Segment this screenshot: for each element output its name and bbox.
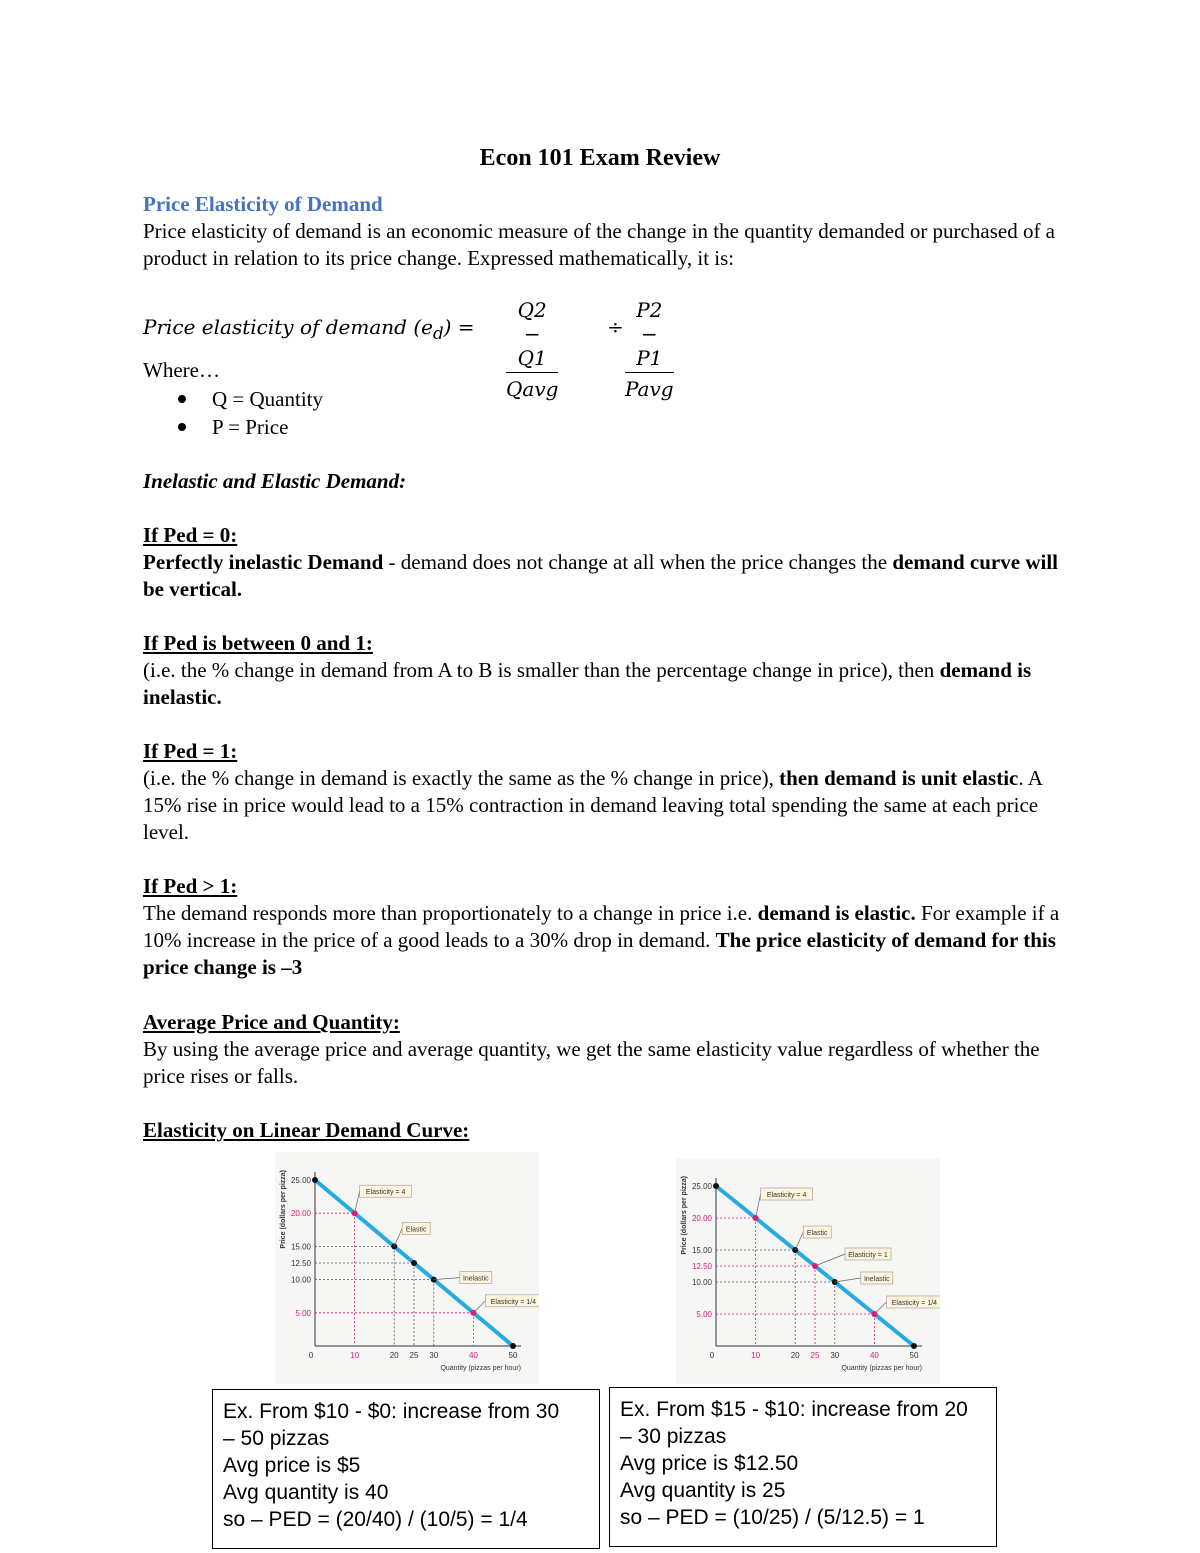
body-text: . A 15% rise in price would lead to a 15% contraction in demand leaving total spending the same at each price level. <box>143 766 1042 844</box>
y-tick-label: 15.00 <box>290 1242 311 1252</box>
data-point <box>510 1343 516 1349</box>
y-axis-label: Price (dollars per pizza) <box>681 1176 688 1255</box>
box-line: Avg price is $5 <box>223 1454 361 1477</box>
x-tick-label: 0 <box>709 1351 715 1360</box>
body-text: For example if a 10% increase in the price of a good leads to a 30% drop in demand. <box>143 901 1060 952</box>
box-line: so – PED = (20/40) / (10/5) = 1/4 <box>223 1508 528 1531</box>
annotation-leader <box>434 1278 460 1280</box>
y-tick-label: 15.00 <box>691 1246 712 1255</box>
chart-right-container <box>676 1158 940 1384</box>
section-heading: Average Price and Quantity: <box>143 1010 400 1034</box>
x-axis-label: Quantity (pizzas per hour) <box>440 1365 521 1372</box>
bullet-icon <box>178 395 186 403</box>
x-tick-label: 30 <box>830 1351 840 1360</box>
box-line: – 30 pizzas <box>620 1425 727 1448</box>
annotation-label: Inelastic <box>462 1275 489 1283</box>
example-box-right <box>609 1387 997 1547</box>
annotation-leader <box>756 1194 761 1218</box>
page-title: Econ 101 Exam Review <box>479 145 721 171</box>
annotation-leader <box>355 1191 360 1213</box>
body-text: (i.e. the % change in demand from A to B is smaller than the percentage change in price), then <box>143 658 940 682</box>
annotation-label: Elasticity = 1/4 <box>490 1298 537 1306</box>
linear-demand-heading <box>143 1117 1073 1144</box>
x-tick-label: 40 <box>869 1351 879 1360</box>
annotation-leader <box>835 1278 861 1282</box>
x-tick-label: 20 <box>389 1351 399 1360</box>
data-point <box>411 1260 417 1266</box>
formula-equals: ) = <box>443 315 475 339</box>
annotation-label: Inelastic <box>863 1276 890 1283</box>
x-tick-label: 25 <box>409 1351 419 1360</box>
y-tick-label: 20.00 <box>691 1214 712 1223</box>
demand-chart-right <box>676 1158 940 1384</box>
section-body <box>143 765 1073 846</box>
y-tick-label: 5.00 <box>696 1310 712 1319</box>
box-line: Ex. From $10 - $0: increase from 30 <box>223 1400 560 1423</box>
y-tick-label: 12.50 <box>691 1262 712 1271</box>
section-price-elasticity <box>143 191 1073 272</box>
bold-text: then demand is unit elastic <box>779 766 1019 790</box>
box-line: Ex. From $15 - $10: increase from 20 <box>620 1398 968 1421</box>
x-tick-label: 10 <box>751 1351 761 1360</box>
box-line: Avg price is $12.50 <box>620 1452 799 1475</box>
annotation-label: Elasticity = 1/4 <box>891 1300 938 1307</box>
inelastic-elastic-heading: Inelastic and Elastic Demand: <box>143 469 407 493</box>
data-point <box>753 1215 759 1221</box>
y-tick-label: 25.00 <box>691 1182 712 1191</box>
section-heading: Price Elasticity of Demand <box>143 192 383 216</box>
quantity-numerator: Q2 − Q1 <box>506 298 558 373</box>
list-item-text: Q = Quantity <box>212 387 323 411</box>
box-line: Avg quantity is 25 <box>620 1479 786 1502</box>
list-item <box>175 413 323 441</box>
data-point <box>391 1243 397 1249</box>
annotation-leader <box>394 1228 402 1246</box>
bold-text: demand is inelastic. <box>143 658 1032 709</box>
demand-chart-left <box>275 1152 539 1384</box>
bold-text: The price elasticity of demand for this price change is –3 <box>143 928 1056 979</box>
body-text: The demand responds more than proportionately to a change in price i.e. <box>143 901 758 925</box>
divide-sign: ÷ <box>607 315 624 339</box>
annotation-leader <box>795 1232 803 1250</box>
section-heading: Elasticity on Linear Demand Curve: <box>143 1118 470 1142</box>
price-numerator: P2 − P1 <box>625 298 674 373</box>
y-tick-label: 20.00 <box>290 1209 311 1219</box>
x-tick-label: 40 <box>468 1351 478 1360</box>
price-denominator: Pavg <box>625 377 674 401</box>
section-heading: If Ped = 1: <box>143 739 238 763</box>
annotation-label: Elastic <box>405 1226 427 1234</box>
x-tick-label: 50 <box>909 1351 919 1360</box>
bold-text: demand is elastic. <box>757 901 916 925</box>
quantity-fraction <box>506 298 558 401</box>
x-tick-label: 20 <box>790 1351 800 1360</box>
annotation-label: Elasticity = 1 <box>848 1252 888 1259</box>
chart-left-container <box>275 1152 539 1384</box>
section-heading: If Ped > 1: <box>143 874 238 898</box>
x-tick-label: 30 <box>429 1351 439 1360</box>
section-body <box>143 900 1073 981</box>
x-tick-label: 10 <box>350 1351 360 1360</box>
y-tick-label: 25.00 <box>290 1176 311 1185</box>
annotation-label: Elastic <box>806 1230 828 1237</box>
x-axis-label: Quantity (pizzas per hour) <box>841 1365 922 1372</box>
y-tick-label: 5.00 <box>295 1308 311 1318</box>
data-point <box>713 1183 719 1189</box>
body-text: (i.e. the % change in demand is exactly the same as the % change in price), <box>143 766 780 790</box>
section-heading: If Ped = 0: <box>143 523 238 547</box>
where-label: Where… <box>143 358 220 382</box>
section-heading: If Ped is between 0 and 1: <box>143 631 373 655</box>
box-line: – 50 pizzas <box>223 1427 330 1450</box>
y-tick-label: 10.00 <box>290 1275 311 1285</box>
annotation-label: Elasticity = 4 <box>365 1189 406 1197</box>
box-line: Avg quantity is 40 <box>223 1481 389 1504</box>
x-tick-label: 0 <box>308 1351 314 1360</box>
section-body <box>143 657 1073 711</box>
section-body <box>143 549 1073 603</box>
annotation-label: Elasticity = 4 <box>766 1192 807 1199</box>
box-line: so – PED = (10/25) / (5/12.5) = 1 <box>620 1506 925 1529</box>
section-ped-greater <box>143 873 1073 981</box>
formula-lhs <box>143 315 475 343</box>
annotation-leader <box>473 1301 485 1313</box>
definition-paragraph: Price elasticity of demand is an economic measure of the change in the quantity demanded or purchased of a product in relation to its price change. Expressed mathematically, it is: <box>143 219 1056 270</box>
quantity-denominator: Qavg <box>506 377 559 401</box>
price-fraction <box>625 298 674 401</box>
section-ped-between <box>143 630 1073 711</box>
data-point <box>312 1177 318 1183</box>
annotation-leader <box>815 1254 845 1266</box>
y-axis-label: Price (dollars per pizza) <box>280 1170 287 1249</box>
x-tick-label: 25 <box>810 1351 820 1360</box>
x-tick-label: 50 <box>508 1351 518 1360</box>
variable-list <box>175 385 323 441</box>
body-text: - demand does not change at all when the price changes the <box>383 550 893 574</box>
list-item-text: P = Price <box>212 415 289 439</box>
bullet-icon <box>178 423 186 431</box>
y-tick-label: 12.50 <box>290 1259 311 1268</box>
data-point <box>911 1343 917 1349</box>
annotation-leader <box>874 1302 886 1314</box>
bold-text: demand curve will be vertical. <box>143 550 1058 601</box>
section-average <box>143 1009 1073 1090</box>
list-item <box>175 385 323 413</box>
section-ped-one <box>143 738 1073 846</box>
section-ped-zero <box>143 522 1073 603</box>
example-box-left <box>212 1389 600 1549</box>
y-tick-label: 10.00 <box>691 1278 712 1287</box>
formula-subscript: d <box>432 324 444 343</box>
bold-text: Perfectly inelastic Demand <box>143 550 384 574</box>
formula-lhs-text: Price elasticity of demand (e <box>143 315 433 339</box>
section-body: By using the average price and average quantity, we get the same elasticity value regardless of whether the price rises or falls. <box>143 1037 1040 1088</box>
